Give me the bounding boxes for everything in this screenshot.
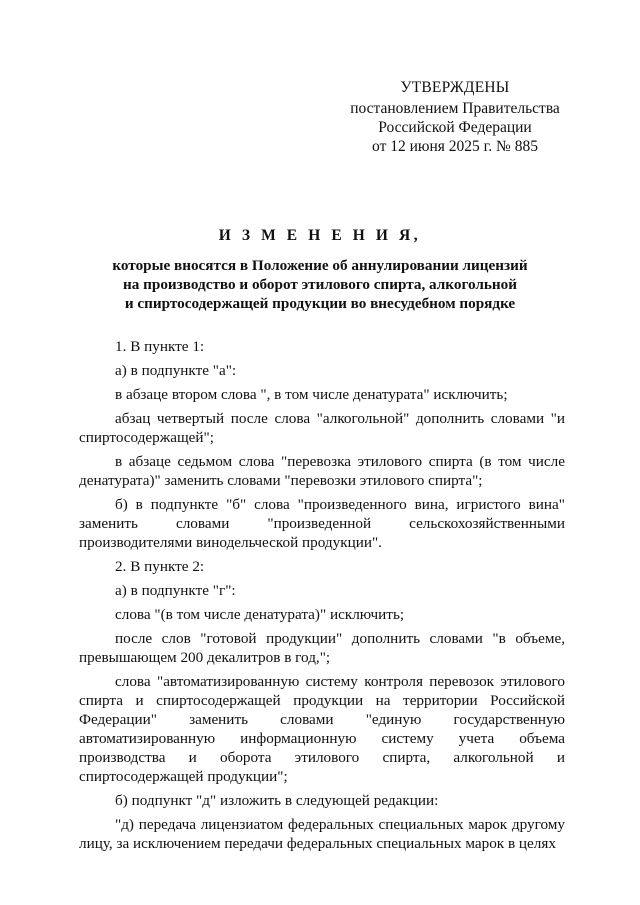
title-caps: И З М Е Н Е Н И Я, [218,227,422,244]
document-title [60,226,580,313]
paragraph: слова "(в том числе денатурата)" исключить; [115,606,405,623]
paragraph: после слов "готовой продукции" дополнить словами "в объеме, превышающем 200 декалитров в год,"; [79,630,565,666]
paragraph: 2. В пункте 2: [115,558,205,575]
paragraph: 1. В пункте 1: [115,338,205,355]
paragraph: а) в подпункте "г": [115,582,236,599]
paragraph: в абзаце седьмом слова "перевозка этилового спирта (в том числе денатурата)" заменить словами "перевозки этилового спирта"; [79,453,565,489]
title-subline-3: и спиртосодержащей продукции во внесудебном порядке [124,295,516,312]
paragraph: а) в подпункте "а": [115,362,237,379]
document-body [79,337,565,858]
paragraph: б) подпункт "д" изложить в следующей редакции: [115,792,439,809]
paragraph: в абзаце втором слова ", в том числе денатурата" исключить; [115,386,508,403]
title-subline-1: которые вносятся в Положение об аннулировании лицензий [112,257,528,274]
approval-line-3: от 12 июня 2025 г. № 885 [372,138,538,155]
approval-line-2: Российской Федерации [378,119,532,136]
approval-heading: УТВЕРЖДЕНЫ [400,79,510,96]
paragraph: абзац четвертый после слова "алкогольной" дополнить словами "и спиртосодержащей"; [79,410,565,446]
approval-block [330,78,580,156]
paragraph: "д) передача лицензиатом федеральных специальных марок другому лицу, за исключением передачи федеральных специальных марок в целях [79,816,565,852]
approval-line-1: постановлением Правительства [350,100,560,117]
title-subline-2: на производство и оборот этилового спирта, алкогольной [122,276,518,293]
paragraph: слова "автоматизированную систему контроля перевозок этилового спирта и спиртосодержащей продукции на территории Российской Федерации" заменить словами "единую государственную автоматизированную информационную систему учета объема производства и оборота этилового спирта, алкогольной и спиртосодержащей продукции"; [79,673,565,785]
paragraph: б) в подпункте "б" слова "произведенного вина, игристого вина" заменить словами "произведенной сельскохозяйственными производителями винодельческой продукции". [79,496,565,551]
